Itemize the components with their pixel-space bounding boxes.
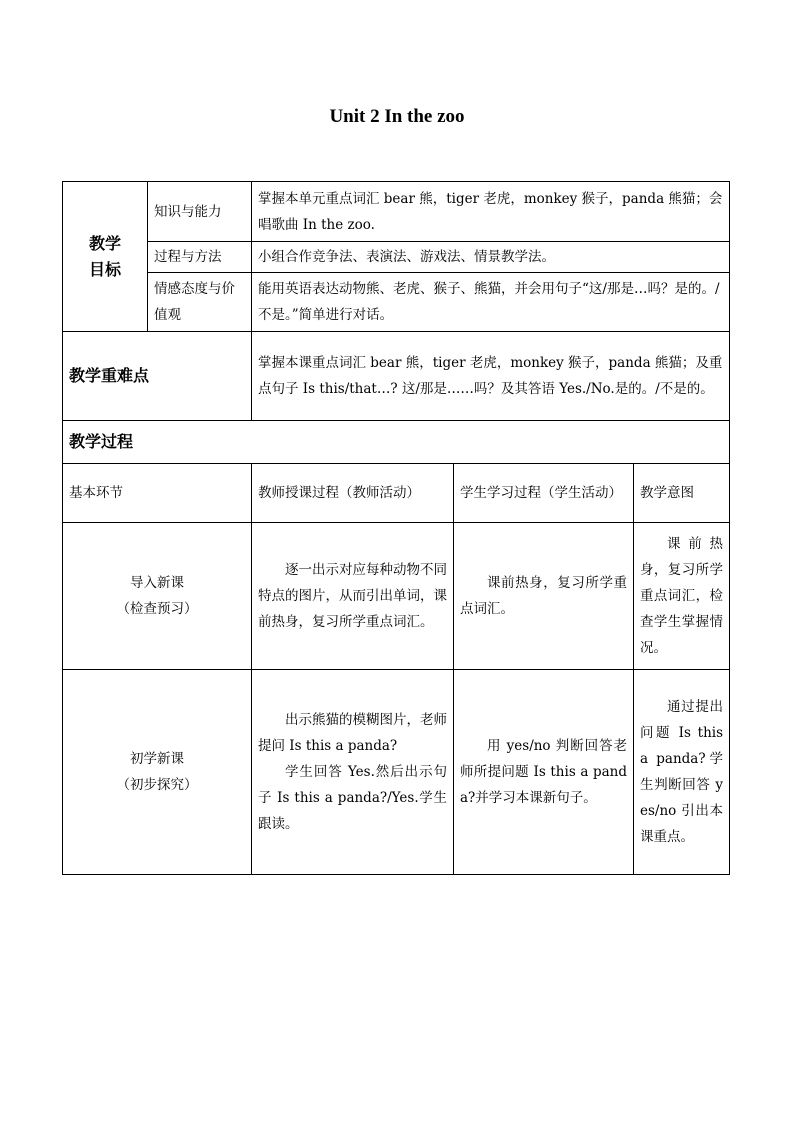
lesson-plan-table	[62, 181, 730, 875]
stage-intro-line2: （检查预习）	[116, 601, 198, 617]
objective-text-attitude: 能用英语表达动物熊、老虎、猴子、熊猫，并会用句子“这/那是…吗？是的。/不是。”简单进行对话。	[252, 273, 730, 332]
header-stage: 基本环节	[63, 464, 252, 523]
process-row-intro	[63, 523, 730, 670]
header-intent: 教学意图	[634, 464, 730, 523]
stage-new-lesson-line2: （初步探究）	[116, 777, 198, 793]
stage-new-lesson-line1: 初学新课	[130, 751, 184, 767]
intent-intro: 课前热身，复习所学重点词汇，检查学生掌握情况。	[634, 523, 730, 670]
objectives-label	[63, 182, 148, 332]
objective-row-method	[63, 242, 730, 273]
teacher-activity-p1: 出示熊猫的模糊图片，老师提问 Is this a panda?	[258, 712, 447, 754]
key-points-row	[63, 332, 730, 421]
objective-row-knowledge	[63, 182, 730, 242]
process-label: 教学过程	[63, 421, 730, 464]
objectives-label-line1: 教学	[88, 233, 121, 253]
intent-new-lesson: 通过提出问题 Is this a panda?学生判断回答 yes/no 引出本课重点。	[634, 670, 730, 875]
process-heading-row	[63, 421, 730, 464]
teacher-activity-intro: 逐一出示对应每种动物不同特点的图片，从而引出单词，课前热身，复习所学重点词汇。	[252, 523, 454, 670]
key-points-text: 掌握本课重点词汇 bear 熊，tiger 老虎，monkey 猴子，panda 熊猫；及重点句子 Is this/that…? 这/那是……吗？及其答语 Yes./No.是的。/不是的。	[252, 332, 730, 421]
stage-intro-line1: 导入新课	[130, 575, 184, 591]
header-teacher: 教师授课过程（教师活动）	[252, 464, 454, 523]
page-title: Unit 2 In the zoo	[329, 106, 465, 127]
objective-label-attitude: 情感态度与价值观	[148, 273, 252, 332]
key-points-label: 教学重难点	[63, 332, 252, 421]
objective-text-knowledge: 掌握本单元重点词汇 bear 熊，tiger 老虎，monkey 猴子，panda 熊猫；会唱歌曲 In the zoo.	[252, 182, 730, 242]
objective-label-knowledge: 知识与能力	[148, 182, 252, 242]
objectives-label-line2: 目标	[88, 259, 121, 279]
teacher-activity-p2: 学生回答 Yes.然后出示句子 Is this a panda?/Yes.学生跟读。	[258, 764, 447, 832]
student-activity-new-lesson: 用 yes/no 判断回答老师所提问题 Is this a panda?并学习本课新句子。	[454, 670, 634, 875]
objective-row-attitude	[63, 273, 730, 332]
process-header-row	[63, 464, 730, 523]
header-student: 学生学习过程（学生活动）	[454, 464, 634, 523]
stage-new-lesson	[63, 670, 252, 875]
student-activity-intro: 课前热身，复习所学重点词汇。	[454, 523, 634, 670]
teacher-activity-new-lesson	[252, 670, 454, 875]
objective-text-method: 小组合作竞争法、表演法、游戏法、情景教学法。	[252, 242, 730, 273]
process-row-new-lesson	[63, 670, 730, 875]
objective-label-method: 过程与方法	[148, 242, 252, 273]
stage-intro	[63, 523, 252, 670]
